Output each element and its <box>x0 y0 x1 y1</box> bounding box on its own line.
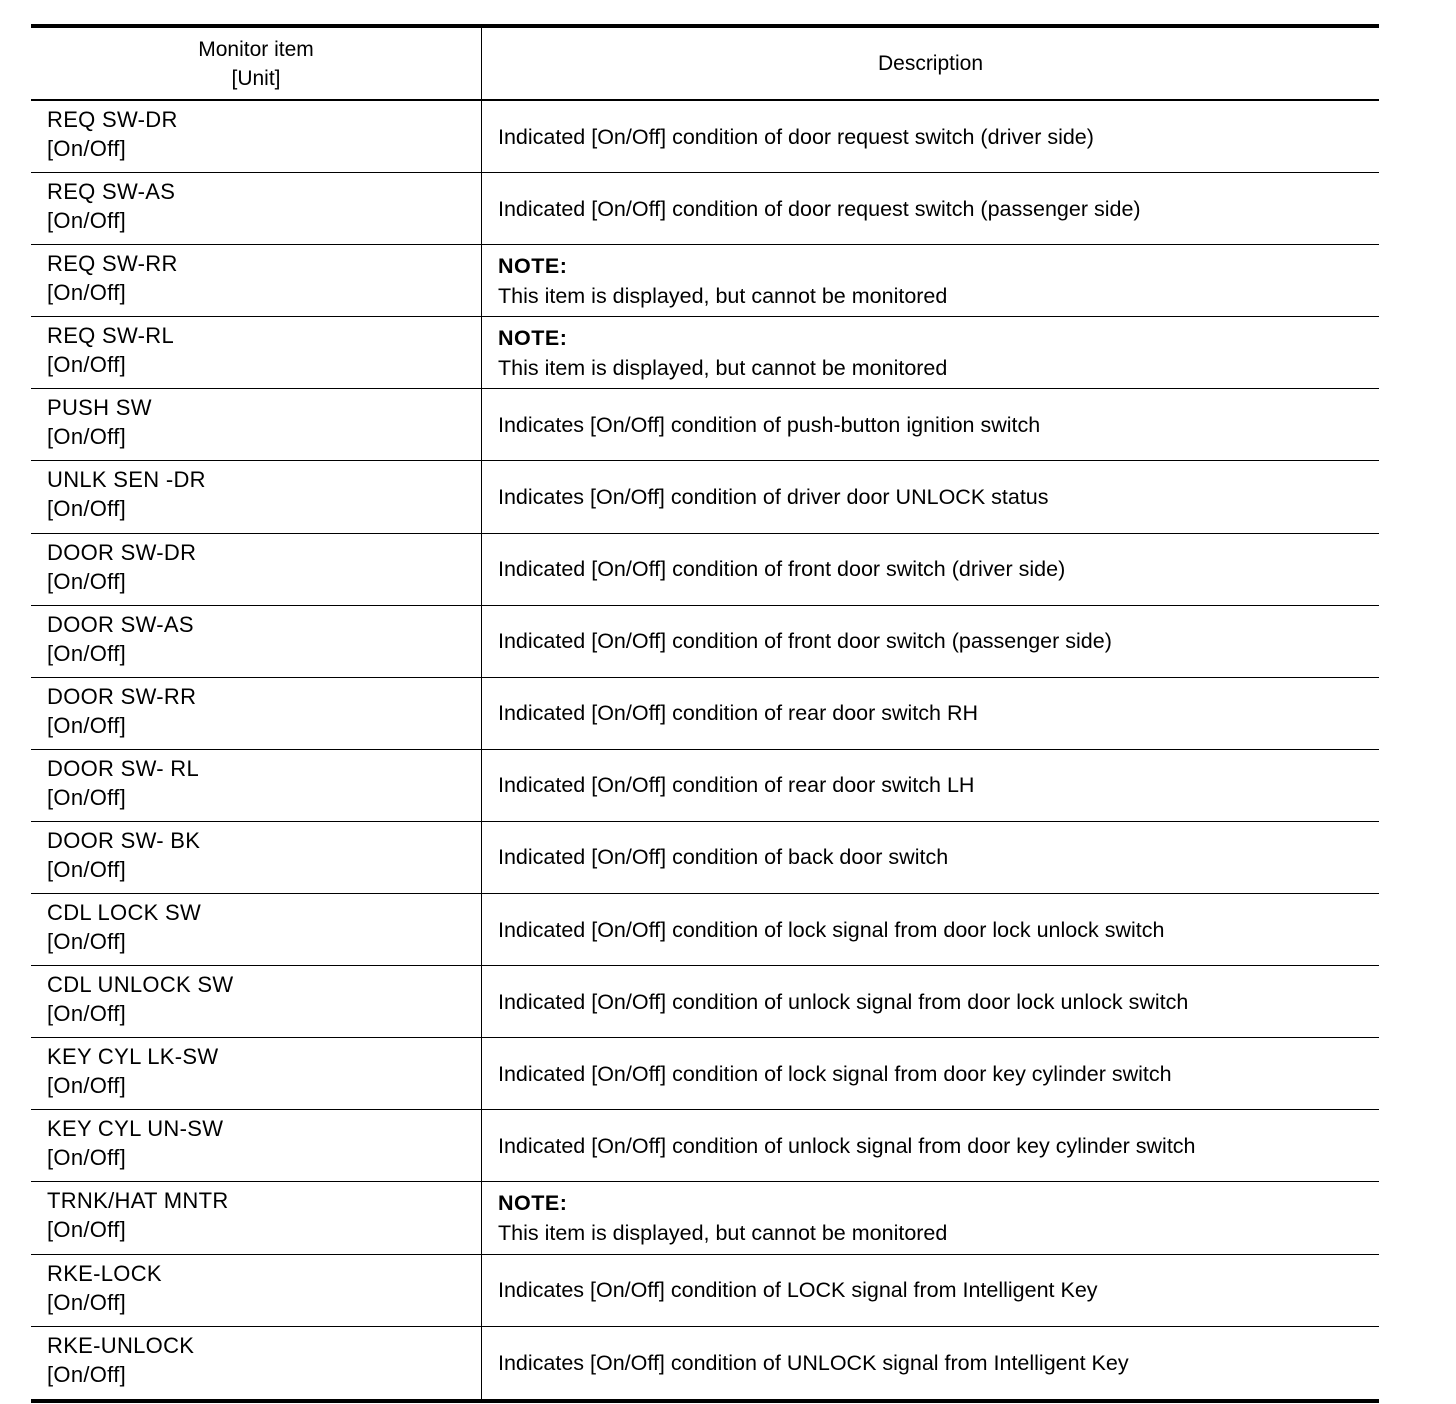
monitor-item-cell <box>31 1182 482 1253</box>
note-text: This item is displayed, but cannot be monitored <box>498 283 948 308</box>
header-unit-label: [Unit] <box>231 66 281 90</box>
description-cell <box>482 822 1379 893</box>
monitor-item-name: TRNK/HAT MNTR <box>47 1188 229 1214</box>
description-cell <box>482 678 1379 749</box>
monitor-item-cell <box>31 317 482 388</box>
description-cell <box>482 1327 1379 1399</box>
description-cell <box>482 606 1379 677</box>
table-header <box>31 28 1379 101</box>
monitor-item-name: REQ SW-AS <box>47 179 176 205</box>
monitor-item-cell <box>31 461 482 532</box>
monitor-item-unit: [On/Off] <box>47 280 127 306</box>
monitor-item-cell <box>31 101 482 172</box>
description-text: Indicated [On/Off] condition of back door switch <box>498 845 949 870</box>
monitor-item-unit: [On/Off] <box>47 640 127 666</box>
monitor-item-name: PUSH SW <box>47 395 152 421</box>
monitor-item-cell <box>31 606 482 677</box>
note-label: NOTE: <box>498 1190 568 1215</box>
description-cell <box>482 173 1379 244</box>
monitor-item-cell <box>31 966 482 1037</box>
table-row <box>31 1038 1379 1110</box>
monitor-item-name: CDL UNLOCK SW <box>47 972 234 998</box>
monitor-item-name: RKE-UNLOCK <box>47 1332 195 1358</box>
monitor-item-unit: [On/Off] <box>47 1361 127 1387</box>
monitor-item-table <box>31 24 1379 1403</box>
monitor-item-name: CDL LOCK SW <box>47 900 202 926</box>
description-cell <box>482 534 1379 605</box>
monitor-item-name: KEY CYL LK-SW <box>47 1044 219 1070</box>
table-row <box>31 894 1379 966</box>
monitor-item-unit: [On/Off] <box>47 424 127 450</box>
table-row <box>31 389 1379 461</box>
description-text: Indicated [On/Off] condition of lock signal from door key cylinder switch <box>498 1061 1172 1086</box>
description-cell <box>482 1038 1379 1109</box>
monitor-item-name: DOOR SW- BK <box>47 827 201 853</box>
table-row <box>31 461 1379 533</box>
monitor-item-cell <box>31 245 482 316</box>
monitor-item-cell <box>31 1327 482 1399</box>
monitor-item-unit: [On/Off] <box>47 208 127 234</box>
note-text: This item is displayed, but cannot be monitored <box>498 355 948 380</box>
monitor-item-name: REQ SW-RR <box>47 251 178 277</box>
table-row <box>31 534 1379 606</box>
description-text: Indicated [On/Off] condition of front door switch (driver side) <box>498 557 1066 582</box>
monitor-item-cell <box>31 894 482 965</box>
monitor-item-cell <box>31 1038 482 1109</box>
monitor-item-name: DOOR SW-RR <box>47 683 197 709</box>
monitor-item-cell <box>31 822 482 893</box>
header-description-label: Description <box>877 51 984 75</box>
description-text: Indicated [On/Off] condition of lock signal from door lock unlock switch <box>498 917 1165 942</box>
description-cell <box>482 1255 1379 1326</box>
monitor-item-cell <box>31 750 482 821</box>
description-cell <box>482 461 1379 532</box>
table-row <box>31 317 1379 389</box>
monitor-item-name: DOOR SW-DR <box>47 539 197 565</box>
monitor-item-unit: [On/Off] <box>47 1217 127 1243</box>
note-label: NOTE: <box>498 325 568 350</box>
description-text: Indicates [On/Off] condition of UNLOCK signal from Intelligent Key <box>498 1350 1129 1375</box>
monitor-item-name: RKE-LOCK <box>47 1260 162 1286</box>
table-row <box>31 678 1379 750</box>
description-text: Indicates [On/Off] condition of LOCK signal from Intelligent Key <box>498 1278 1098 1303</box>
description-cell <box>482 1110 1379 1181</box>
table-row <box>31 1182 1379 1254</box>
description-text: Indicated [On/Off] condition of unlock signal from door key cylinder switch <box>498 1133 1196 1158</box>
monitor-item-cell <box>31 173 482 244</box>
table-row <box>31 606 1379 678</box>
table-row <box>31 173 1379 245</box>
header-monitor-item-label: Monitor item <box>198 37 314 61</box>
note-label: NOTE: <box>498 253 568 278</box>
table-row <box>31 822 1379 894</box>
monitor-item-name: DOOR SW- RL <box>47 755 200 781</box>
table-row <box>31 245 1379 317</box>
description-cell <box>482 101 1379 172</box>
description-cell <box>482 245 1379 316</box>
monitor-item-unit: [On/Off] <box>47 1073 127 1099</box>
description-cell <box>482 750 1379 821</box>
monitor-item-unit: [On/Off] <box>47 784 127 810</box>
table-row <box>31 750 1379 822</box>
monitor-item-name: REQ SW-DR <box>47 107 178 132</box>
table-row <box>31 1255 1379 1327</box>
table-row <box>31 1327 1379 1399</box>
monitor-item-name: UNLK SEN -DR <box>47 467 206 493</box>
monitor-item-cell <box>31 1255 482 1326</box>
description-cell <box>482 389 1379 460</box>
description-cell <box>482 1182 1379 1253</box>
note-text: This item is displayed, but cannot be monitored <box>498 1220 948 1245</box>
table-row <box>31 1110 1379 1182</box>
monitor-item-unit: [On/Off] <box>47 712 127 738</box>
table-row <box>31 101 1379 173</box>
header-monitor-item <box>31 28 482 99</box>
description-cell <box>482 317 1379 388</box>
description-cell <box>482 966 1379 1037</box>
table-row <box>31 966 1379 1038</box>
monitor-item-name: DOOR SW-AS <box>47 611 194 637</box>
description-text: Indicated [On/Off] condition of front door switch (passenger side) <box>498 629 1112 654</box>
monitor-item-cell <box>31 534 482 605</box>
monitor-item-cell <box>31 389 482 460</box>
description-text: Indicates [On/Off] condition of push-button ignition switch <box>498 412 1041 437</box>
monitor-item-cell <box>31 1110 482 1181</box>
description-text: Indicated [On/Off] condition of unlock signal from door lock unlock switch <box>498 989 1189 1014</box>
monitor-item-name: REQ SW-RL <box>47 323 174 349</box>
description-cell <box>482 894 1379 965</box>
monitor-item-unit: [On/Off] <box>47 1289 127 1315</box>
description-text: Indicated [On/Off] condition of door request switch (passenger side) <box>498 196 1141 221</box>
monitor-item-unit: [On/Off] <box>47 1145 127 1171</box>
header-description <box>482 28 1379 99</box>
monitor-item-unit: [On/Off] <box>47 568 127 594</box>
monitor-item-name: KEY CYL UN-SW <box>47 1116 224 1142</box>
monitor-item-unit: [On/Off] <box>47 929 127 955</box>
description-text: Indicated [On/Off] condition of door request switch (driver side) <box>498 124 1094 149</box>
monitor-item-unit: [On/Off] <box>47 856 127 882</box>
monitor-item-unit: [On/Off] <box>47 1001 127 1027</box>
monitor-item-unit: [On/Off] <box>47 352 127 378</box>
monitor-item-unit: [On/Off] <box>47 496 127 522</box>
monitor-item-unit: [On/Off] <box>47 136 127 161</box>
description-text: Indicated [On/Off] condition of rear door switch RH <box>498 701 979 726</box>
description-text: Indicated [On/Off] condition of rear door switch LH <box>498 773 975 798</box>
monitor-item-cell <box>31 678 482 749</box>
description-text: Indicates [On/Off] condition of driver door UNLOCK status <box>498 485 1049 510</box>
